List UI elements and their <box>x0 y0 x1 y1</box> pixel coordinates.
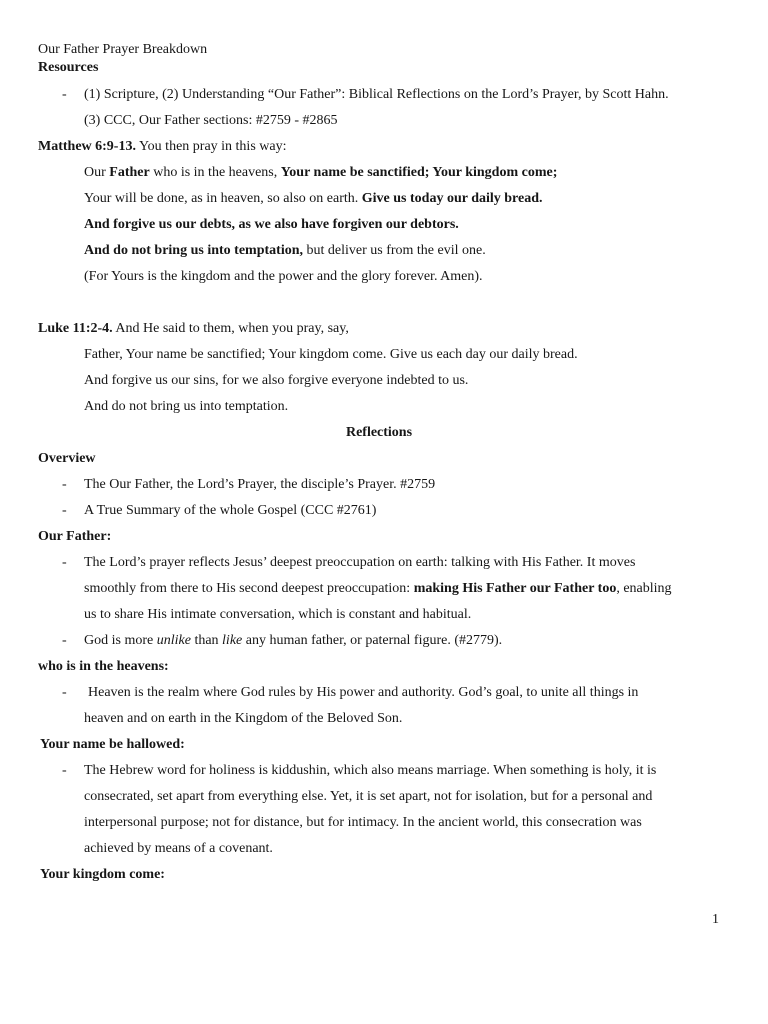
hallowed-item-continued: interpersonal purpose; not for distance, but for intimacy. In the ancient world, this consecration was <box>84 815 642 830</box>
item-text: smoothly from there to His second deepest preoccupation: <box>84 581 414 596</box>
bullet-dash: - <box>62 685 67 700</box>
our-father-item <box>0 628 768 654</box>
item-text: , enabling <box>616 581 672 596</box>
matthew-verse-line: (For Yours is the kingdom and the power and the glory forever. Amen). <box>84 269 483 284</box>
verse-text: Your will be done, as in heaven, so also on earth. <box>84 191 362 206</box>
luke-intro: And He said to them, when you pray, say, <box>112 321 349 336</box>
our-father-item-continued <box>0 576 768 602</box>
overview-item <box>0 498 768 524</box>
item-text: God is more <box>84 633 157 648</box>
hallowed-item-continued: consecrated, set apart from everything else. Yet, it is set apart, not for isolation, but for a personal and <box>84 789 653 804</box>
page-number: 1 <box>712 912 719 927</box>
luke-intro-line <box>0 316 768 342</box>
matthew-intro: You then pray in this way: <box>135 139 287 154</box>
luke-verse-line: Father, Your name be sanctified; Your kingdom come. Give us each day our daily bread. <box>84 347 578 362</box>
heavens-item <box>0 680 768 706</box>
heavens-heading: who is in the heavens: <box>38 659 169 674</box>
kingdom-heading: Your kingdom come: <box>40 867 165 882</box>
matthew-reference: Matthew 6:9-13. <box>38 139 136 154</box>
matthew-verse-line <box>0 186 768 212</box>
item-text-italic: unlike <box>156 633 191 648</box>
our-father-item-continued: us to share His intimate conversation, which is constant and habitual. <box>84 607 472 622</box>
overview-heading: Overview <box>38 451 96 466</box>
verse-text-bold: And do not bring us into temptation, <box>84 243 303 258</box>
bullet-dash: - <box>62 555 67 570</box>
verse-text: who is in the heavens, <box>149 165 281 180</box>
heavens-item-text: Heaven is the realm where God rules by His power and authority. God’s goal, to unite all things in <box>88 685 639 700</box>
item-text-italic: like <box>222 633 243 648</box>
item-text: any human father, or paternal figure. (#2779). <box>242 633 503 648</box>
resources-item-continued: (3) CCC, Our Father sections: #2759 - #2865 <box>84 113 338 128</box>
hallowed-heading: Your name be hallowed: <box>40 737 185 752</box>
overview-item-text: A True Summary of the whole Gospel (CCC #2761) <box>84 503 377 518</box>
blank-line <box>0 290 768 316</box>
hallowed-item-continued: achieved by means of a covenant. <box>84 841 273 856</box>
matthew-intro-line <box>0 134 768 160</box>
luke-reference: Luke 11:2-4. <box>38 321 113 336</box>
verse-text-bold: Your name be sanctified; Your kingdom come; <box>280 165 558 180</box>
our-father-item <box>0 550 768 576</box>
our-father-heading: Our Father: <box>38 529 112 544</box>
verse-text-bold: Father <box>109 165 150 180</box>
bullet-dash: - <box>62 87 67 102</box>
matthew-verse-line: And forgive us our debts, as we also have forgiven our debtors. <box>84 217 459 232</box>
document-title: Our Father Prayer Breakdown <box>38 42 208 57</box>
bullet-dash: - <box>62 763 67 778</box>
hallowed-item <box>0 758 768 784</box>
overview-item <box>0 472 768 498</box>
luke-verse-line: And forgive us our sins, for we also forgive everyone indebted to us. <box>84 373 469 388</box>
our-father-item-text: The Lord’s prayer reflects Jesus’ deepest preoccupation on earth: talking with His Father. It moves <box>84 555 636 570</box>
item-text: than <box>190 633 223 648</box>
reflections-heading: Reflections <box>345 425 413 440</box>
overview-item-text: The Our Father, the Lord’s Prayer, the disciple’s Prayer. #2759 <box>84 477 436 492</box>
resources-heading: Resources <box>38 60 99 75</box>
verse-text: Our <box>84 165 110 180</box>
verse-text: but deliver us from the evil one. <box>303 243 486 258</box>
item-text-bold: making His Father our Father too <box>413 581 617 596</box>
luke-verse-line: And do not bring us into temptation. <box>84 399 289 414</box>
hallowed-item-text: The Hebrew word for holiness is kiddushin, which also means marriage. When something is holy, it is <box>84 763 657 778</box>
heavens-item-continued: heaven and on earth in the Kingdom of the Beloved Son. <box>84 711 403 726</box>
resources-item <box>0 82 768 108</box>
verse-text-bold: Give us today our daily bread. <box>361 191 543 206</box>
document-body <box>0 41 768 888</box>
resources-item-text: (1) Scripture, (2) Understanding “Our Father”: Biblical Reflections on the Lord’s Prayer, by Scott Hahn. <box>84 87 669 102</box>
bullet-dash: - <box>62 503 67 518</box>
bullet-dash: - <box>62 477 67 492</box>
matthew-verse-line <box>0 160 768 186</box>
bullet-dash: - <box>62 633 67 648</box>
matthew-verse-line <box>0 238 768 264</box>
